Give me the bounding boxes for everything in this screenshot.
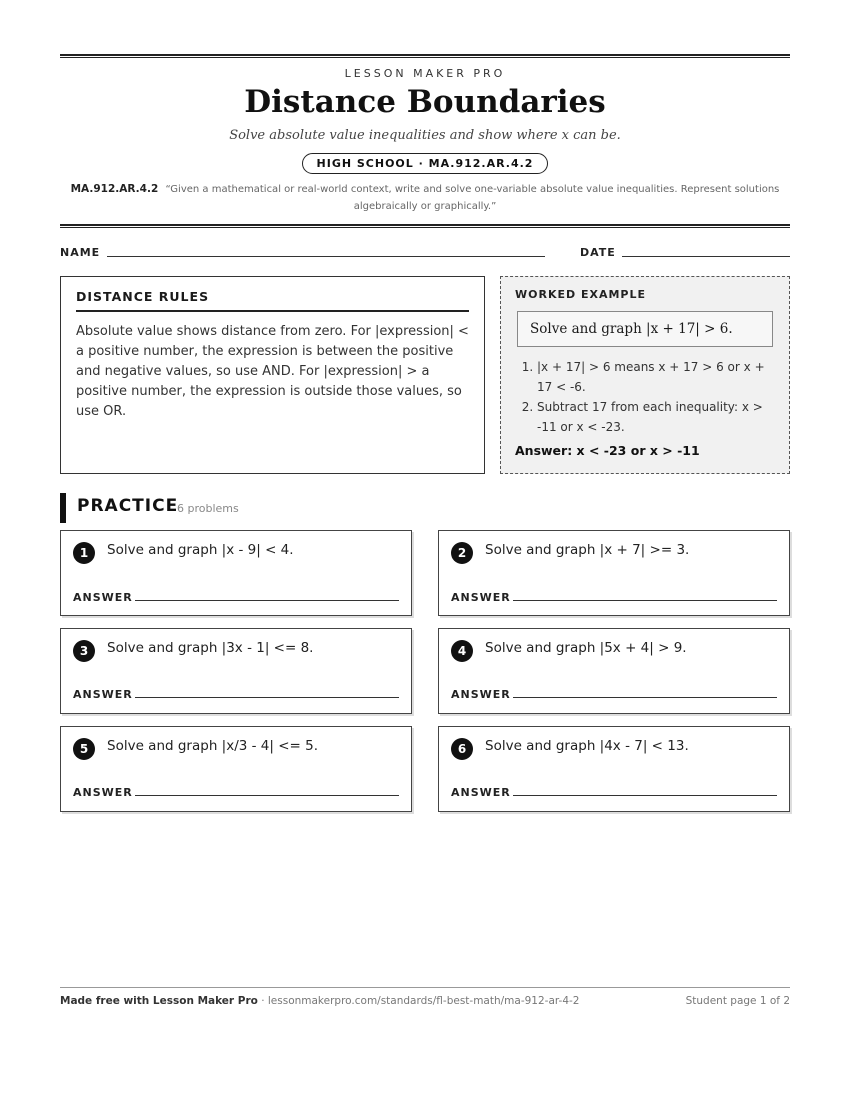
practice-count: 6 problems bbox=[177, 502, 239, 515]
answer-label: ANSWER bbox=[73, 591, 133, 604]
practice-accent-bar bbox=[60, 493, 66, 523]
problem-card bbox=[438, 726, 790, 812]
footer-url[interactable]: · lessonmakerpro.com/standards/fl-best-math/ma-912-ar-4-2 bbox=[257, 995, 580, 1007]
rules-text: Absolute value shows distance from zero. For |expression| < a positive number, the expression is between the positive and negative values, so use AND. For |expression| > a positive number, the expression is outside those values, so use OR. bbox=[76, 324, 469, 419]
footer-rule bbox=[60, 987, 790, 988]
brand-name: LESSON MAKER PRO bbox=[344, 67, 506, 80]
standard-text: “Given a mathematical or real-world context, write and solve one-variable absolute value inequalities. Represent solutions algebraically or graphically.” bbox=[165, 184, 780, 212]
answer-label: ANSWER bbox=[451, 591, 511, 604]
answer-field[interactable] bbox=[135, 795, 399, 796]
header-top-rule bbox=[60, 54, 790, 58]
problem-card bbox=[60, 726, 412, 812]
problem-number: 2 bbox=[451, 542, 473, 564]
example-step: 1. |x + 17| > 6 means x + 17 > 6 or x + 17 < -6. bbox=[537, 357, 775, 397]
worked-example-box bbox=[500, 276, 790, 474]
problem-number: 1 bbox=[73, 542, 95, 564]
problem-number: 5 bbox=[73, 738, 95, 760]
grade-standard-badge: HIGH SCHOOL · MA.912.AR.4.2 bbox=[302, 153, 549, 174]
problem-number: 4 bbox=[451, 640, 473, 662]
rules-heading: DISTANCE RULES bbox=[76, 289, 469, 312]
answer-label: ANSWER bbox=[73, 688, 133, 701]
name-label: NAME bbox=[60, 246, 101, 259]
example-problem: Solve and graph |x + 17| > 6. bbox=[517, 311, 773, 347]
problem-card bbox=[438, 530, 790, 616]
problem-number: 3 bbox=[73, 640, 95, 662]
page-subtitle: Solve absolute value inequalities and show where x can be. bbox=[229, 128, 621, 143]
example-steps bbox=[515, 357, 775, 437]
problem-text: Solve and graph |4x - 7| < 13. bbox=[485, 738, 689, 754]
problem-card bbox=[60, 530, 412, 616]
answer-label: ANSWER bbox=[73, 786, 133, 799]
answer-field[interactable] bbox=[513, 795, 777, 796]
problem-text: Solve and graph |x/3 - 4| <= 5. bbox=[107, 738, 319, 754]
problem-text: Solve and graph |3x - 1| <= 8. bbox=[107, 640, 314, 656]
example-heading: WORKED EXAMPLE bbox=[515, 288, 646, 301]
date-field[interactable] bbox=[622, 256, 790, 257]
problem-number: 6 bbox=[451, 738, 473, 760]
date-label: DATE bbox=[580, 246, 616, 259]
problem-card bbox=[60, 628, 412, 714]
distance-rules-box bbox=[60, 276, 485, 474]
problem-card bbox=[438, 628, 790, 714]
standard-description bbox=[70, 181, 780, 215]
example-answer: Answer: x < -23 or x > -11 bbox=[515, 443, 700, 458]
standard-code: MA.912.AR.4.2 bbox=[70, 183, 159, 195]
answer-field[interactable] bbox=[513, 697, 777, 698]
footer-page-number: Student page 1 of 2 bbox=[685, 995, 790, 1007]
footer-made-with: Made free with Lesson Maker Pro bbox=[60, 995, 258, 1007]
problem-text: Solve and graph |x - 9| < 4. bbox=[107, 542, 294, 558]
practice-title: PRACTICE bbox=[77, 496, 179, 516]
name-field[interactable] bbox=[107, 256, 545, 257]
answer-label: ANSWER bbox=[451, 688, 511, 701]
answer-field[interactable] bbox=[135, 697, 399, 698]
answer-field[interactable] bbox=[513, 600, 777, 601]
worksheet-page bbox=[60, 0, 790, 1100]
problem-text: Solve and graph |x + 7| >= 3. bbox=[485, 542, 690, 558]
answer-label: ANSWER bbox=[451, 786, 511, 799]
footer-credit bbox=[60, 995, 579, 1007]
answer-field[interactable] bbox=[135, 600, 399, 601]
example-step: 2. Subtract 17 from each inequality: x > -11 or x < -23. bbox=[537, 397, 775, 437]
page-title: Distance Boundaries bbox=[244, 84, 606, 120]
header-bottom-rule bbox=[60, 224, 790, 228]
problem-text: Solve and graph |5x + 4| > 9. bbox=[485, 640, 687, 656]
